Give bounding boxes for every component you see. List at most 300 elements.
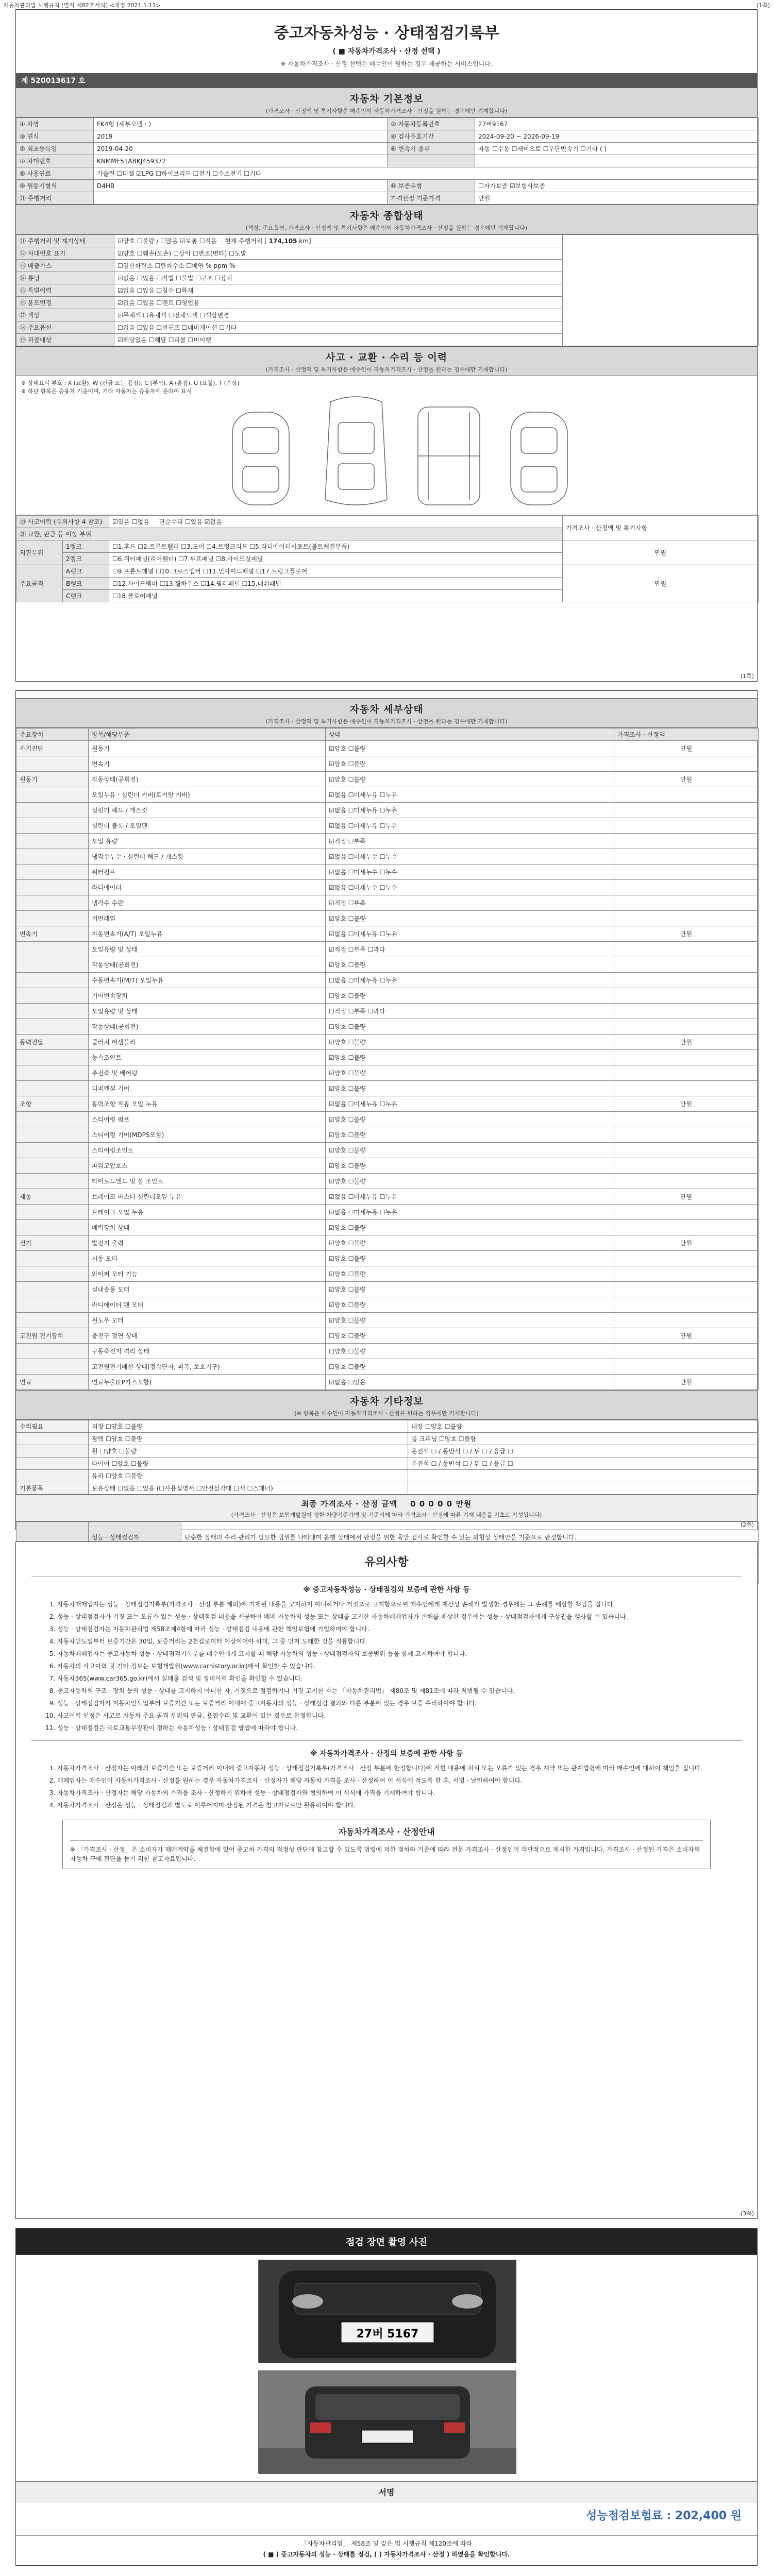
item-cell: 작동상태(공회전)	[89, 957, 326, 973]
vehicle-diagram	[16, 376, 757, 515]
item-cell: 라디에이터 팬 모터	[89, 1297, 326, 1313]
notice-item: 5. 자동차매매업자는 중고자동차 성능 · 상태점검기록부를 매수인에게 고지할 때 해당 자동차의 성능 · 상태점검자의 보증범위 등을 함께 고지하여야 합니다.	[57, 1649, 726, 1659]
section-title: 자동차 종합상태	[349, 210, 424, 222]
table-row	[16, 516, 759, 528]
field-value: FK4형 (세부모델 : )	[94, 118, 388, 130]
item-cell: 브레이크 마스터 실린더오일 누유	[89, 1189, 326, 1205]
status-cell: ☑양호 ☐불량	[326, 1297, 614, 1313]
status-cell: ☑없음 ☐미세누유 ☐누유	[326, 926, 614, 942]
status-cell: ☑양호 ☐불량	[326, 957, 614, 973]
table-header-row	[16, 728, 759, 741]
device-cell: 제동	[16, 1189, 89, 1205]
license-plate: 27버 5167	[356, 2328, 419, 2341]
inspection-photo-rear	[258, 2370, 516, 2473]
device-cell	[16, 834, 89, 849]
column-header: 항목/해당부품	[89, 728, 326, 741]
status-cell: ☑없음 ☐미세누유 ☐누유	[326, 818, 614, 834]
section-basic-info	[16, 88, 757, 117]
notice-item: 3. 성능 · 상태점검자는 자동차관리법 제58조제4항에 따라 성능 · 상태점검 내용에 관한 책임보험에 가입하여야 합니다.	[57, 1624, 726, 1634]
field-value: ☑없음 ☐있음 ☐침수 ☐화재	[114, 284, 563, 297]
field-label: ⑫ 차대번호 표기	[16, 247, 114, 260]
sheet-page-2	[15, 690, 758, 1541]
form-reference: 자동차관리법 시행규칙 [별지 제82호서식] <개정 2021.1.11>	[3, 2, 161, 9]
device-cell: 동력전달	[16, 1035, 89, 1050]
rank-label: C랭크	[63, 590, 109, 602]
status-cell: ☑양호 ☐불량	[326, 741, 614, 756]
item-cell: 타이어 ☐양호 ☐불량	[89, 1458, 408, 1470]
page-top-bar	[0, 0, 773, 8]
field-label: ⑪ 주행거리	[16, 192, 94, 205]
field-label: ⑧ 사용연료	[16, 167, 94, 180]
notice-item: 1. 자동차매매업자는 성능 · 상태점검기록부(가격조사 · 산정 부분 제외)에 기재된 내용을 고지하지 아니하거나 거짓으로 고지함으로써 매수인에게 재산상 손해가 발생한 경우에는 그 손해를 배상할 책임을 집니다.	[57, 1600, 726, 1609]
car-outline-diagram	[16, 376, 758, 515]
notice-item: 6. 자동차의 사고이력 및 기타 정보는 보험개발원(www.carhistory.or.kr)에서 확인할 수 있습니다.	[57, 1662, 726, 1671]
notice-list-1	[57, 1600, 726, 1733]
category-cell	[16, 1433, 89, 1445]
inspection-photo-front	[258, 2260, 516, 2363]
table-row	[16, 1470, 759, 1482]
price-cell	[614, 1127, 759, 1143]
signature-title: 서명	[16, 2482, 757, 2502]
field-value	[475, 155, 759, 167]
status-cell: ☐양호 ☐불량	[326, 1344, 614, 1359]
item-cell: 커먼레일	[89, 911, 326, 926]
table-row	[16, 1127, 759, 1143]
table-row	[16, 772, 759, 787]
notice-item: 8. 중고자동차의 구조 · 장치 등의 성능 · 상태를 고지하지 아니한 자, 거짓으로 점검하거나 거짓 고지한 자는 「자동차관리법」 제80조 및 제81조에 따라 처벌될 수 있습니다.	[57, 1686, 726, 1696]
field-label: ⑦ 차대번호	[16, 155, 94, 167]
signature-section	[16, 2481, 757, 2502]
table-row	[16, 865, 759, 880]
field-label: ⑤ 최초등록일	[16, 143, 94, 155]
status-cell: ☐양호 ☐불량	[326, 1359, 614, 1375]
item-cell: 내장 ☐양호 ☐불량	[408, 1420, 759, 1433]
notice-subtitle-1: ※ 중고자동차성능 · 상태점검의 보증에 관한 사항 등	[303, 1586, 470, 1594]
device-cell	[16, 1158, 89, 1174]
notice-item: 7. 자동차365(www.car365.go.kr)에서 실매물 검색 및 정비이력 확인을 확인할 수 있습니다.	[57, 1674, 726, 1684]
device-cell	[16, 756, 89, 772]
device-cell: 원동기	[16, 772, 89, 787]
table-row	[16, 988, 759, 1004]
table-row	[16, 1482, 759, 1495]
final-price-note: (가격조사 · 산정은 보험개발원이 정한 차량기준가액 및 기준서에 따라 가격조사 · 산정에 따른 기재 내용을 기초로 작성됩니다)	[231, 1512, 542, 1518]
table-row	[16, 1112, 759, 1127]
status-cell: ☑양호 ☐불량	[326, 1143, 614, 1158]
field-value: ☐자가보증 ☑보험사보증	[475, 180, 759, 192]
notice-item: 1. 자동차가격조사 · 산정자는 아래의 보증기간 또는 보증거리 이내에 중고자동차 성능 · 상태점검기록부(가격조사 · 산정 부분에 한정합니다)에 적힌 내용에 허위 또는 오류가 있는 경우 계약 또는 관계법령에 따라 매수인에 대하여 책임을 집니다.	[57, 1764, 726, 1773]
column-header: 상태	[326, 728, 614, 741]
status-cell: ☐양호 ☐불량	[326, 1328, 614, 1344]
device-cell	[16, 1313, 89, 1328]
item-cell: 실린더 블록 / 오일팬	[89, 818, 326, 834]
table-row	[16, 1143, 759, 1158]
notice-item: 10. 사고이력 인정은 사고로 자동차 주요 골격 부위의 판금, 용접수리 및 교환이 있는 경우로 한정합니다.	[57, 1711, 726, 1721]
outer-panel-label: 외판부위	[16, 540, 63, 565]
page-indicator: (1쪽)	[756, 2, 770, 9]
price-cell	[614, 942, 759, 957]
status-cell: ☐양호 ☐불량	[326, 1019, 614, 1035]
section-title: 자동차 기타정보	[349, 1396, 424, 1407]
price-cell	[614, 803, 759, 818]
field-value: ☑해당없음 ☐해당 ☐리콜 ☐미이행	[114, 334, 563, 346]
legend-line: ※ 상태표시 부호 : X (교환), W (판금 또는 용접), C (부식), A (흠집), U (요철), T (손상)	[21, 380, 240, 386]
car-rear-photo	[259, 2371, 516, 2474]
price-guide-title: 자동차가격조사 · 산정안내	[70, 1825, 703, 1841]
device-cell	[16, 895, 89, 911]
table-row	[16, 1282, 759, 1297]
field-label: ⑪ 주행거리 및 계기상태	[16, 235, 114, 247]
section-title: 사고 · 교환 · 수리 등 이력	[325, 352, 448, 363]
table-row	[16, 1266, 759, 1282]
table-row	[16, 1081, 759, 1096]
device-cell	[16, 865, 89, 880]
document-subtitle: ( ■ 자동차가격조사 · 산정 선택 )	[332, 47, 441, 56]
law-line: 「자동차관리법」 제58조 및 같은 법 시행규칙 제120조에 따라	[300, 2540, 473, 2547]
status-cell: ☑없음 ☐미세누유 ☐누유	[326, 1096, 614, 1112]
item-cell: 실린더 헤드 / 개스킷	[89, 803, 326, 818]
price-cell	[614, 1019, 759, 1035]
table-row	[16, 818, 759, 834]
item-cell: 휠 ☐양호 ☐불량	[89, 1445, 408, 1458]
item-cell: 디퍼렌셜 기어	[89, 1081, 326, 1096]
item-cell: 연료누출(LP가스포함)	[89, 1375, 326, 1390]
device-cell	[16, 1065, 89, 1081]
table-row	[16, 1019, 759, 1035]
item-cell: 스티어링 기어(MDPS포함)	[89, 1127, 326, 1143]
table-row	[16, 1220, 759, 1235]
item-cell: 타이로드엔드 및 볼 조인트	[89, 1174, 326, 1189]
field-value: ☑양호 ☐불량 / ☐많음 ☑보통 ☐적음 현재 주행거리 [ 174,105 km]	[114, 235, 563, 247]
price-cell	[614, 895, 759, 911]
table-row	[16, 540, 759, 553]
device-cell	[16, 1205, 89, 1220]
item-cell: 룸 크리닝 ☐양호 ☐불량	[408, 1433, 759, 1445]
notice-item: 9. 성능 · 상태점검자가 자동차인도일부터 보증기간 또는 보증거리 이내에 중고자동차의 성능 · 상태점검 결과와 다른 부분이 있는 경우 보증 수리하여야 합니다.	[57, 1699, 726, 1708]
rank-items: ☐6.쿼터패널(리어휀더) ☐7.루프패널 ☐8.사이드실패널	[109, 553, 563, 565]
price-cell	[614, 1143, 759, 1158]
table-row	[16, 1004, 759, 1019]
frame-label: 주요골격	[16, 565, 63, 602]
field-label: ⑩ 보증유형	[388, 180, 475, 192]
price-header: 가격조사 · 산정액 및 특기사항	[563, 516, 759, 540]
section-accident-history	[16, 346, 757, 376]
table-row	[16, 1096, 759, 1112]
notice-title: 유의사항	[364, 1556, 409, 1569]
item-cell: 동력조향 작동 오일 누유	[89, 1096, 326, 1112]
table-row	[16, 1189, 759, 1205]
table-row	[16, 1458, 759, 1470]
status-cell: ☑적정 ☐부족 ☐과다	[326, 942, 614, 957]
item-cell: 운전석 ☐ / 동반석 ☐ / 뒤 ☐ / 응급 ☐	[408, 1445, 759, 1458]
item-cell: 윈도우 모터	[89, 1313, 326, 1328]
item-cell: 배력장치 상태	[89, 1220, 326, 1235]
item-cell: 외장 ☐양호 ☐불량	[89, 1420, 408, 1433]
price-cell	[614, 880, 759, 895]
price-cell	[614, 1344, 759, 1359]
table-row	[16, 1158, 759, 1174]
device-cell	[16, 1004, 89, 1019]
price-cell	[614, 1251, 759, 1266]
table-row	[16, 143, 759, 155]
device-cell: 연료	[16, 1375, 89, 1390]
status-cell: ☑없음 ☐미세누유 ☐누유	[326, 787, 614, 803]
status-cell: ☑없음 ☐미세누유 ☐누유	[326, 803, 614, 818]
table-row	[16, 1328, 759, 1344]
status-cell: ☑양호 ☐불량	[326, 1251, 614, 1266]
table-row	[16, 1235, 759, 1251]
table-row	[16, 1445, 759, 1458]
sheet-page-3	[15, 1541, 758, 2219]
item-cell: 구동축전지 격리 상태	[89, 1344, 326, 1359]
column-header: 주요장치	[16, 728, 89, 741]
section-title: 자동차 기본정보	[349, 93, 424, 105]
category-cell	[16, 1445, 89, 1458]
overall-status-table	[16, 234, 759, 346]
device-cell: 자기진단	[16, 741, 89, 756]
divider	[31, 1740, 742, 1741]
price-guide-text: ※ 「가격조사 · 산정」은 소비자가 매매계약을 체결함에 있어 중고차 가격의 적정성 판단에 참고할 수 있도록 법령에 의한 절차와 기준에 따라 전문 가격조사 · 산정인이 객관적으로 제시한 가격입니다. 가격조사 · 산정된 가격은 소비자의 자동차 구매 판단을 돕기 위한 참고자료입니다.	[70, 1846, 700, 1862]
item-cell: 광택 ☐양호 ☐불량	[89, 1433, 408, 1445]
item-cell	[408, 1470, 759, 1482]
detail-rows	[16, 741, 759, 1390]
price-cell	[614, 1359, 759, 1375]
table-row	[16, 787, 759, 803]
status-cell: ☑양호 ☐불량	[326, 1235, 614, 1251]
status-cell: ☑없음 ☐미세누유 ☐누유	[326, 1189, 614, 1205]
price-unit: 만원	[563, 540, 759, 565]
field-label	[388, 155, 475, 167]
sheet-page-1	[15, 9, 758, 682]
table-row	[16, 1050, 759, 1065]
table-row	[16, 973, 759, 988]
status-cell: ☑양호 ☐불량	[326, 911, 614, 926]
status-cell: ☐적정 ☐부족 ☐과다	[326, 1004, 614, 1019]
rank-label: 2랭크	[63, 553, 109, 565]
field-value: KNMME51ABKJ459372	[94, 155, 388, 167]
status-cell: ☑양호 ☐불량	[326, 1220, 614, 1235]
document-note: ※ 자동차가격조사 · 산정 선택은 매수인이 원하는 경우 제공하는 서비스입니다.	[280, 60, 493, 67]
device-cell	[16, 1019, 89, 1035]
device-cell	[16, 942, 89, 957]
notice-list-2	[57, 1764, 726, 1810]
section-note: (※ 항목은 매수인이 자동차가격조사 · 산정을 원하는 경우에만 기재합니다)	[294, 1410, 479, 1417]
table-row	[16, 849, 759, 865]
table-row	[16, 741, 759, 756]
item-cell: 오일유량 및 상태	[89, 942, 326, 957]
field-label: ① 차명	[16, 118, 94, 130]
item-cell: 추진축 및 베어링	[89, 1065, 326, 1081]
rank-label: 1랭크	[63, 540, 109, 553]
field-value: ☐일산화탄소 ☐탄화수소 ☐매연 % ppm %	[114, 260, 563, 272]
item-cell: 라디에이터	[89, 880, 326, 895]
price-cell	[614, 1158, 759, 1174]
device-cell: 고전원 전기장치	[16, 1328, 89, 1344]
item-cell: 작동상태(공회전)	[89, 772, 326, 787]
price-cell	[614, 1081, 759, 1096]
device-cell	[16, 1297, 89, 1313]
field-label: 성능 · 상태점검자	[89, 1522, 181, 1553]
table-row	[16, 1344, 759, 1359]
item-cell: 와이퍼 모터 기능	[89, 1266, 326, 1282]
device-cell	[16, 1112, 89, 1127]
price-guide-box	[62, 1820, 711, 1869]
notice-item: 2. 매매업자는 매수인이 자동차가격조사 · 산정을 원하는 경우 자동차가격조사 · 산정자가 해당 자동차 가격을 조사 · 산정하여 이 서식에 적도록 한 후, 서명 · 날인하여야 합니다.	[57, 1776, 726, 1786]
item-cell: 냉각수 수량	[89, 895, 326, 911]
device-cell: 전기	[16, 1235, 89, 1251]
device-cell: 조향	[16, 1096, 89, 1112]
price-cell: 만원	[614, 1189, 759, 1205]
status-cell: ☑양호 ☐불량	[326, 1065, 614, 1081]
item-cell: 원동기	[89, 741, 326, 756]
section-overall-status	[16, 205, 757, 234]
price-cell	[614, 957, 759, 973]
field-label: ⑯ 용도변경	[16, 297, 114, 309]
price-cell	[614, 1282, 759, 1297]
section-note: (가격조사 · 산정액 및 특기사항은 매수인이 자동차가격조사 · 산정을 원하는 경우에만 기재합니다)	[265, 108, 508, 114]
field-value: 2024-09-20 ~ 2026-09-19	[475, 130, 759, 143]
price-cell	[614, 818, 759, 834]
accident-answer: ☑있음 ☐없음	[112, 518, 149, 526]
etc-rows	[16, 1420, 759, 1495]
table-row	[16, 1359, 759, 1375]
field-label: ⑰ 색상	[16, 309, 114, 321]
item-cell: 클러치 어셈블리	[89, 1035, 326, 1050]
table-row	[16, 1297, 759, 1313]
table-row	[16, 1375, 759, 1390]
price-cell	[614, 988, 759, 1004]
page-number: (3쪽)	[740, 2210, 754, 2217]
field-label: ② 자동차등록번호	[388, 118, 475, 130]
simple-repair-label: 단순수리	[159, 518, 183, 526]
section-etc-info	[16, 1390, 757, 1420]
table-row	[16, 1433, 759, 1445]
item-cell	[408, 1482, 759, 1495]
item-cell: 운전석 ☐ / 동반석 ☐ / 뒤 ☐ / 응급 ☐	[408, 1458, 759, 1470]
price-cell: 만원	[614, 1096, 759, 1112]
item-cell: 발전기 출력	[89, 1235, 326, 1251]
field-label: ⑭ 튜닝	[16, 272, 114, 284]
diagram-legend	[21, 379, 240, 396]
notice-item: 4. 자동차인도일부터 보증기간은 30일, 보증거리는 2천킬로미터 이상이어야 하며, 그 중 먼저 도래한 것을 적용합니다.	[57, 1637, 726, 1647]
field-label: ⑥ 변속기 종류	[388, 143, 475, 155]
item-cell: 파워고압호스	[89, 1158, 326, 1174]
device-cell	[16, 1251, 89, 1266]
rank-label: B랭크	[63, 578, 109, 590]
final-price-label: 최종 가격조사 · 산정 금액	[301, 1499, 398, 1509]
table-row	[16, 911, 759, 926]
field-value: ☐없음 ☐있음 ☐선루프 ☐네비게이션 ☐기타	[114, 321, 563, 334]
table-row	[16, 1174, 759, 1189]
status-cell: ☑적정 ☐부족	[326, 895, 614, 911]
section-note: (색상, 주요옵션, 가격조사 · 산정액 및 특기사항은 매수인이 자동차가격조사 · 산정을 원하는 경우에만 기재합니다)	[245, 225, 528, 231]
item-cell: 오일누유 · 실린더 커버(로커암 커버)	[89, 787, 326, 803]
price-cell	[614, 1112, 759, 1127]
section-title: 자동차 세부상태	[349, 704, 424, 715]
document-number: 제 520013617 호	[16, 73, 757, 88]
device-cell	[16, 1220, 89, 1235]
item-cell: 유리 ☐양호 ☐불량	[89, 1470, 408, 1482]
item-cell: 냉각수누수 · 실린더 헤드 / 개스킷	[89, 849, 326, 865]
table-row	[16, 1313, 759, 1328]
section-note: (가격조사 · 산정액 및 특기사항은 매수인이 자동차가격조사 · 산정을 원하는 경우에만 기재합니다)	[265, 366, 508, 373]
basic-info-table	[16, 117, 759, 205]
price-cell	[614, 1205, 759, 1220]
table-row	[16, 1035, 759, 1050]
item-cell: 시동 모터	[89, 1251, 326, 1266]
page-number: (2쪽)	[740, 1521, 754, 1528]
status-cell: ☑양호 ☐불량	[326, 1050, 614, 1065]
table-row	[16, 1205, 759, 1220]
device-cell	[16, 849, 89, 865]
status-cell: ☑양호 ☐불량	[326, 756, 614, 772]
item-cell: 오일 유량	[89, 834, 326, 849]
field-value: 자동 ☐수동 ☐세미오토 ☐무단변속기 ☐기타 ( )	[475, 143, 759, 155]
table-row	[16, 235, 759, 247]
category-cell: 기본품목	[16, 1482, 89, 1495]
field-label: ⑮ 특별이력	[16, 284, 114, 297]
status-cell: ☑양호 ☐불량	[326, 1313, 614, 1328]
table-row	[16, 957, 759, 973]
section-note: (가격조사 · 산정액 및 특기사항은 매수인이 자동차가격조사 · 산정을 원하는 경우에만 기재합니다)	[265, 718, 508, 725]
table-row	[16, 880, 759, 895]
mileage-status: ☑양호 ☐불량 / ☐많음 ☑보통 ☐적음	[117, 238, 217, 245]
price-cell	[614, 1004, 759, 1019]
device-cell	[16, 1282, 89, 1297]
final-price-value: 0 0 0 0 0 만원	[410, 1499, 472, 1509]
field-value: D4HB	[94, 180, 388, 192]
device-cell: 변속기	[16, 926, 89, 942]
item-cell: 오일유량 및 상태	[89, 1004, 326, 1019]
price-cell: 만원	[614, 1035, 759, 1050]
price-cell	[614, 1313, 759, 1328]
table-row	[16, 565, 759, 578]
item-cell: 보유상태 ☐없음 ☐있음 (☐사용설명서 ☐안전삼각대 ☐잭 ☐스패너)	[89, 1482, 408, 1495]
notice-item: 4. 자동차가격조사 · 산정은 성능 · 상태점검과 별도로 이루어지며 산정된 가격은 참고자료로만 활용하여야 합니다.	[57, 1801, 726, 1810]
status-cell: ☑없음 ☐있음	[326, 1375, 614, 1390]
field-value: ☑양호 ☐훼손(오손) ☐상이 ☐변조(변타) ☐도말	[114, 247, 563, 260]
field-value: 가솔린 ☐디젤 ☑LPG ☐하이브리드 ☐전기 ☐수소전기 ☐기타	[94, 167, 759, 180]
item-cell: 워터펌프	[89, 865, 326, 880]
item-cell: 실내송풍 모터	[89, 1282, 326, 1297]
field-value: 만원	[475, 192, 759, 205]
status-cell: ☑양호 ☐불량	[326, 1174, 614, 1189]
item-cell: 브레이크 오일 누유	[89, 1205, 326, 1220]
table-row	[16, 1420, 759, 1433]
price-cell	[614, 911, 759, 926]
category-cell: 수리필요	[16, 1420, 89, 1433]
device-cell	[16, 1143, 89, 1158]
status-cell: ☑양호 ☐불량	[326, 772, 614, 787]
price-cell: 만원	[614, 772, 759, 787]
notice-item: 2. 성능 · 상태점검자가 거짓 또는 오류가 있는 성능 · 상태점검 내용을 제공하여 매매 자동차의 성능 또는 상태를 고지한 자동차매매업자가 손해를 배상한 경우에는 성능 · 상태점검자에게 구상권을 행사할 수 있습니다.	[57, 1612, 726, 1622]
item-cell: 고전원전기배선 상태(접속단자, 피복, 보호기구)	[89, 1359, 326, 1375]
status-cell: ☑양호 ☐불량	[326, 1035, 614, 1050]
simple-repair-answer: ☐있음 ☑없음	[184, 518, 222, 526]
etc-info-table	[16, 1420, 759, 1495]
status-cell: ☑없음 ☐미세누수 ☐누수	[326, 849, 614, 865]
status-cell: ☑없음 ☐미세누수 ☐누수	[326, 880, 614, 895]
device-cell	[16, 818, 89, 834]
table-row	[16, 180, 759, 192]
item-cell: 수동변속기(M/T) 오일누유	[89, 973, 326, 988]
table-row	[16, 1251, 759, 1266]
price-cell	[614, 973, 759, 988]
status-cell: ☑양호 ☐불량	[326, 1282, 614, 1297]
device-cell	[16, 1266, 89, 1282]
price-cell: 만원	[614, 741, 759, 756]
price-cell	[614, 1050, 759, 1065]
device-cell	[16, 911, 89, 926]
